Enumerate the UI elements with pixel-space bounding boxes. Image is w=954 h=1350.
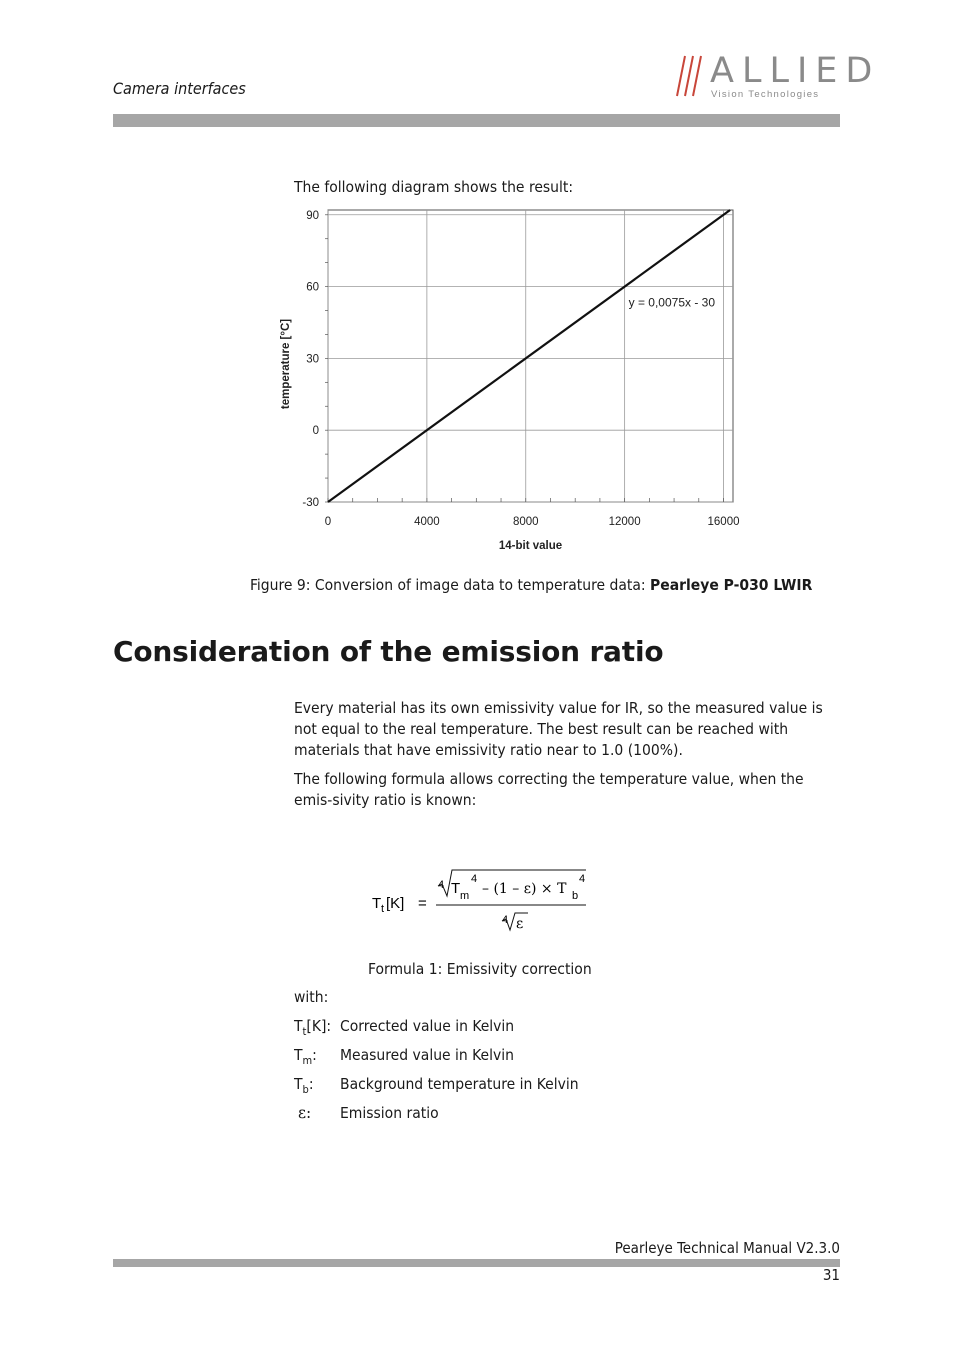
temperature-chart	[270, 200, 760, 560]
definition-description: Measured value in Kelvin	[340, 1046, 514, 1064]
header-rule	[113, 114, 840, 127]
figure-caption-prefix: Figure 9: Conversion of image data to temperature data:	[250, 576, 651, 594]
definition-description: Corrected value in Kelvin	[340, 1017, 515, 1035]
y-tick-label: 60	[306, 281, 319, 294]
definition-symbol: $T_t[K]$:	[294, 1017, 332, 1038]
logo-tagline: Vision Technologies	[711, 89, 820, 100]
definition-symbol: ε:	[298, 1104, 312, 1122]
definition-symbol: $T_m$:	[294, 1046, 317, 1067]
definition-symbol: $T_b$:	[294, 1075, 314, 1096]
x-axis-label: 14-bit value	[498, 540, 563, 552]
y-tick-labels	[302, 210, 319, 509]
definition-description: Emission ratio	[340, 1104, 439, 1122]
formula-denominator-root-index: 4	[502, 914, 509, 926]
logo-word: ALLIED	[710, 51, 881, 91]
formula-caption: Formula 1: Emissivity correction	[368, 960, 592, 978]
definition-description: Background temperature in Kelvin	[340, 1075, 579, 1093]
formula-tm-exp: 4	[471, 873, 478, 885]
formula-tm-sub: m	[460, 890, 470, 902]
formula-lhs-symbol: T	[372, 895, 382, 912]
equation-annotation: y = 0,0075x - 30	[628, 295, 716, 310]
header-section-label: Camera interfaces	[113, 79, 246, 98]
formula-tb-sub: b	[572, 890, 579, 902]
paragraph-formula-intro: The following formula allows correcting the temperature value, when the emis-sivity ratio is known:	[294, 770, 804, 809]
section-heading: Consideration of the emission ratio	[113, 635, 664, 668]
formula-root-index: 4	[438, 879, 445, 891]
formula-tm: T	[451, 880, 461, 897]
page-number: 31	[822, 1266, 840, 1284]
paragraph-emissivity: Every material has its own emissivity value for IR, so the measured value is not equal to the real temperature. The best result can be reached with materials that have emissivity ratio near to 1.0 (100%).	[294, 699, 823, 759]
figure-caption-model: Pearleye P-030 LWIR	[650, 576, 813, 594]
x-tick-label: 0	[324, 516, 332, 528]
y-axis-label: temperature [°C]	[280, 318, 292, 410]
footer-rule	[113, 1259, 840, 1267]
x-tick-label: 8000	[512, 516, 539, 528]
y-tick-label: 30	[306, 353, 319, 366]
footer-manual-title: Pearleye Technical Manual V2.3.0	[614, 1239, 840, 1257]
formula-denominator: ε	[516, 916, 524, 932]
emissivity-formula	[360, 860, 600, 940]
intro-text: The following diagram shows the result:	[294, 178, 574, 196]
formula-tb-exp: 4	[579, 873, 586, 885]
with-label: with:	[294, 988, 329, 1006]
formula-middle: – (1 – ε) × T	[482, 881, 567, 897]
y-tick-label: -30	[302, 497, 319, 509]
x-tick-label: 4000	[414, 516, 440, 528]
formula-lhs-sub: t	[381, 903, 385, 915]
figure-caption	[250, 576, 812, 594]
formula-lhs-unit: [K]	[386, 895, 405, 912]
formula-equals: =	[418, 895, 427, 912]
logo-slashes-icon	[677, 56, 701, 96]
y-tick-label: 90	[306, 209, 319, 222]
y-tick-label: 0	[312, 425, 319, 438]
allied-logo	[666, 51, 881, 102]
x-tick-label: 12000	[608, 516, 641, 528]
x-tick-label: 16000	[707, 516, 740, 528]
x-tick-labels	[325, 516, 740, 528]
